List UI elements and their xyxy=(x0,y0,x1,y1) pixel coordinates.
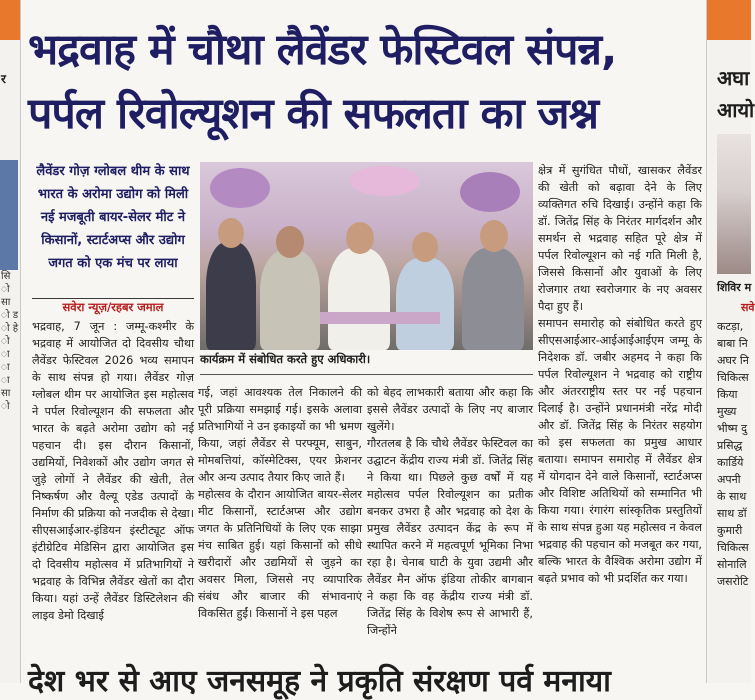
left-strip-text: सि ो सा ो ड ो हे ो ा ा ा सा ो xyxy=(1,271,19,412)
event-photo xyxy=(200,162,533,350)
person xyxy=(328,248,390,350)
decor-flowers xyxy=(350,166,420,196)
person xyxy=(260,250,320,350)
headline-line-2: पर्पल रिवोल्यूशन की सफलता का जश्न xyxy=(28,89,598,139)
right-headline-1: अघा xyxy=(717,66,750,90)
article-column-4: क्षेत्र में सुगंधित पौधों, खासकर लैवेंडर की खेती को बढ़ावा देने के लिए व्यक्तिगत रुचि दिखाई। उन्होंने कहा कि डॉ. जितेंद्र सिंह के निरंतर मार्गदर्शन और समर्थन से भद्रवाह सहित पूरे क्षेत्र में पर्पल रिवोल्यूशन को नई गति मिली है, जिससे किसानों और युवाओं के लिए रोजगार तथा स्वरोजगार के नए अवसर पैदा हुए हैं। समापन समारोह को संबोधित करते हुए सीएसआईआर-आईआईआईएम जम्मू के निदेशक डॉ. जबीर अहमद ने कहा कि पर्पल रिवोल्यूशन ने भद्रवाह को राष्ट्रीय और अंतरराष्ट्रीय स्तर पर नई पहचान दिलाई है। उन्होंने प्रधानमंत्री नरेंद्र मोदी और डॉ. जितेंद्र सिंह के निरंतर सहयोग को इस सफलता का प्रमुख आधार बताया। समापन समारोह में लैवेंडर क्षेत्र में योगदान देने वाले किसानों, स्टार्टअप्स और विशिष्ट अतिथियों को सम्मानित भी किया गया। रंगारंग सांस्कृतिक प्रस्तुतियों के साथ संपन्न हुआ यह महोत्सव न केवल भद्रवाह की पहचान को मजबूत कर गया, बल्कि भारत के वैश्विक अरोमा उद्योग में बढ़ते प्रभाव को भी प्रदर्शित कर गया। xyxy=(538,164,702,585)
subheadline: लैवेंडर गोज़ ग्लोबल थीम के साथ भारत के अरोमा उद्योग को मिली नई मजबूती बायर-सेलर मीट ने किसानों, स्टार्टअप्स और उद्योग जगत को एक मंच पर लाया xyxy=(36,164,190,271)
byline: सवेरा न्यूज़/रहबर जमाल xyxy=(62,300,164,314)
person-head xyxy=(276,226,304,258)
left-strip-photo xyxy=(0,160,18,270)
photo-caption: कार्यक्रम में संबोधित करते हुए अधिकारी। xyxy=(200,352,533,375)
section-color-bar xyxy=(707,0,751,40)
left-strip-char: र xyxy=(1,72,6,86)
section-color-bar xyxy=(0,0,20,40)
decor-flowers xyxy=(210,168,270,208)
article-column-3: को बेहद लाभकारी बताया और कहा कि इससे लैवेंडर उत्पादों के लिए नए बाजार खुलेंगे। गौरतलब है कि चौथे लैवेंडर फेस्टिवल का उद्घाटन केंद्रीय राज्य मंत्री डॉ. जितेंद्र सिंह ने किया था। पिछले कुछ वर्षों में यह महोत्सव पर्पल रिवोल्यूशन का प्रतीक बनकर उभरा है और भद्रवाह को देश के प्रमुख लैवेंडर उत्पादन केंद्र के रूप में स्थापित करने में महत्वपूर्ण भूमिका निभा रहा है। चेनाब घाटी के युवा उद्यमी और लैवेंडर मैन ऑफ इंडिया तोकीर बागबान ने कहा कि वह केंद्रीय राज्य मंत्री डॉ. जितेंद्र सिंह के विशेष रूप से आभारी हैं, जिन्होंने xyxy=(367,386,533,637)
article-column-1: भद्रवाह, 7 जून : जम्मू-कश्मीर के भद्रवाह में आयोजित दो दिवसीय चौथा लैवेंडर फेस्टिवल 2026 भव्य समापन के साथ संपन्न हो गया। लैवेंडर गोज़ ग्लोबल थीम पर आयोजित इस महोत्सव ने पर्पल रिवोल्यूशन की सफलता और भारत के बढ़ते अरोमा उद्योग को नई पहचान दी। इस दौरान किसानों, उद्यमियों, निवेशकों और उद्योग जगत से जुड़े लोगों ने लैवेंडर की खेती, तेल निष्कर्षण और वैल्यू एडेड उत्पादों के निर्माण की प्रक्रिया को नजदीक से देखा। सीएसआईआर-इंडियन इंस्टीट्यूट ऑफ इंटीग्रेटिव मेडिसिन द्वारा आयोजित इस दो दिवसीय महोत्सव में प्रतिभागियों ने भद्रवाह के विभिन्न लैवेंडर खेतों का दौरा किया। यहां उन्हें लैवेंडर डिस्टिलेशन की लाइव डेमो दिखाई xyxy=(32,320,194,622)
adjacent-article-right-strip xyxy=(706,0,755,683)
decor-flowers xyxy=(460,172,520,212)
right-headline-2: आयो xyxy=(717,98,755,122)
right-byline: सवे xyxy=(741,301,755,314)
person-head xyxy=(218,218,244,248)
person xyxy=(206,242,256,350)
table xyxy=(320,312,440,324)
right-text: कटड़ा, बाबा नि अघर नि चिकित्स किया मुख्य भीष्म दु प्रसिद्ध कार्डिये अपनी के साथ साथ डॉ कुमारी चिकित्स सोनालि जसरोटि xyxy=(717,320,749,588)
article-column-2: गई, जहां आवश्यक तेल निकालने की पूरी प्रक्रिया समझाई गई। इसके अलावा प्रतिभागियों ने उन इकाइयों का भी भ्रमण किया, जहां लैवेंडर से परफ्यूम, साबुन, मोमबत्तियां, कॉस्मेटिक्स, एयर फ्रेशनर और अन्य उत्पाद तैयार किए जाते हैं। महोत्सव के दौरान आयोजित बायर-सेलर मीट किसानों, स्टार्टअप्स और उद्योग जगत के प्रतिनिधियों के लिए एक साझा मंच साबित हुई। यहां किसानों को सीधे खरीदारों और उद्यमियों से जुड़ने का अवसर मिला, जिससे नए व्यापारिक संबंध और बाजार की संभावनाएं विकसित हुईं। किसानों ने इस पहल xyxy=(198,386,362,620)
person xyxy=(396,258,454,350)
person-head xyxy=(480,220,508,252)
person-head xyxy=(346,222,374,254)
headline-line-1: भद्रवाह में चौथा लैवेंडर फेस्टिवल संपन्न, xyxy=(28,25,617,75)
right-photo xyxy=(717,134,751,274)
person-head xyxy=(412,232,438,262)
right-subheadline: शिविर म xyxy=(717,281,752,294)
person xyxy=(462,248,524,350)
divider xyxy=(32,298,194,299)
adjacent-article-left-strip xyxy=(0,0,21,683)
next-article-headline: देश भर से आए जनसमूह ने प्रकृति संरक्षण पर्व मनाया xyxy=(28,664,611,699)
